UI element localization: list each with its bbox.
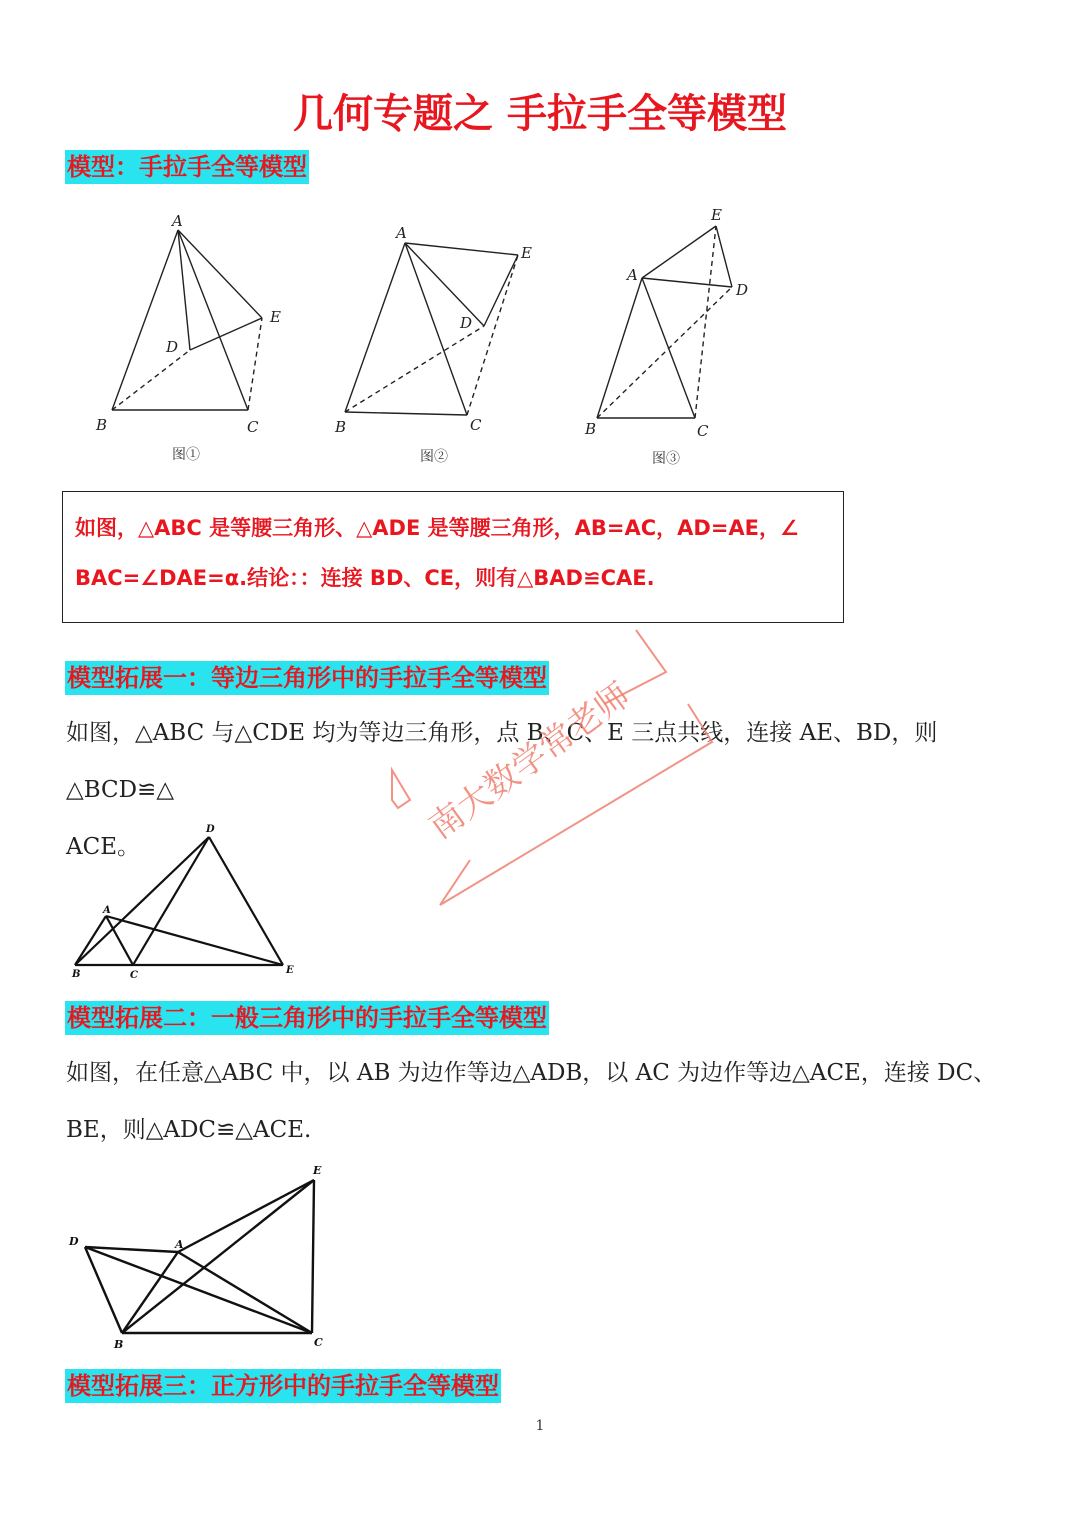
ext1-label-e: E xyxy=(286,965,294,976)
fig2-label-a: A xyxy=(396,224,407,242)
ext1-line-1: 如图，△ABC 与△CDE 均为等边三角形，点 B、C、E 三点共线，连接 AE、BD，则△BCD≌△ xyxy=(66,720,938,803)
fig2-label-b: B xyxy=(335,418,347,436)
fig1-label-d: D xyxy=(166,338,179,356)
fig3-label-c: C xyxy=(697,422,709,440)
ext2-label-a: A xyxy=(175,1238,184,1251)
conclusion-line-2: BAC=∠DAE=α.结论：：连接 BD、CE，则有△BAD≌CAE. xyxy=(75,566,655,590)
ext2-label-b: B xyxy=(114,1338,124,1351)
fig2-label-c: C xyxy=(470,416,482,434)
watermark-logo-icon xyxy=(392,770,410,808)
ext2-figure xyxy=(60,1155,340,1355)
section-model-heading: 模型：手拉手全等模型 xyxy=(65,150,309,184)
ext1-label-b: B xyxy=(72,969,81,980)
ext1-label-c: C xyxy=(130,970,138,981)
fig1-label-a: A xyxy=(172,212,183,230)
page-number: 1 xyxy=(535,1418,545,1434)
ext1-figure xyxy=(60,815,310,985)
ext2-label-c: C xyxy=(314,1336,323,1349)
fig2-label-e: E xyxy=(521,244,532,262)
fig2-label-d: D xyxy=(460,314,473,332)
ext1-label-a: A xyxy=(103,905,111,916)
watermark-stamp xyxy=(380,620,720,910)
ext1-label-d: D xyxy=(206,824,215,835)
ext2-line-2: BE，则△ADC≌△ACE. xyxy=(66,1117,312,1143)
figure-caption-2: 图② xyxy=(420,449,448,465)
fig1-label-c: C xyxy=(247,418,259,436)
conclusion-box xyxy=(62,491,844,623)
ext1-heading: 模型拓展一：等边三角形中的手拉手全等模型 xyxy=(65,661,549,695)
fig1-label-e: E xyxy=(270,308,281,326)
ext2-label-e: E xyxy=(313,1164,322,1177)
fig3-label-e: E xyxy=(711,206,722,224)
ext2-heading: 模型拓展二：一般三角形中的手拉手全等模型 xyxy=(65,1001,549,1035)
figure-caption-3: 图③ xyxy=(652,451,680,467)
page-title: 几何专题之 手拉手全等模型 xyxy=(293,90,787,137)
ext2-line-1: 如图，在任意△ABC 中，以 AB 为边作等边△ADB，以 AC 为边作等边△ACE，连接 DC、 xyxy=(66,1060,997,1086)
ext1-line-2: ACE。 xyxy=(66,834,140,860)
ext2-paragraph xyxy=(66,1045,1026,1159)
ext3-heading: 模型拓展三：正方形中的手拉手全等模型 xyxy=(65,1369,501,1403)
conclusion-line-1: 如图，△ABC 是等腰三角形、△ADE 是等腰三角形，AB=AC，AD=AE，∠ xyxy=(75,516,799,540)
fig3-label-b: B xyxy=(585,420,597,438)
fig3-label-a: A xyxy=(627,266,638,284)
watermark-text: 南大数学常老师 xyxy=(421,675,638,848)
figure-caption-1: 图① xyxy=(172,447,200,463)
model-figures xyxy=(60,200,780,475)
fig3-label-d: D xyxy=(736,281,749,299)
fig1-label-b: B xyxy=(96,416,108,434)
ext2-label-d: D xyxy=(69,1235,79,1248)
